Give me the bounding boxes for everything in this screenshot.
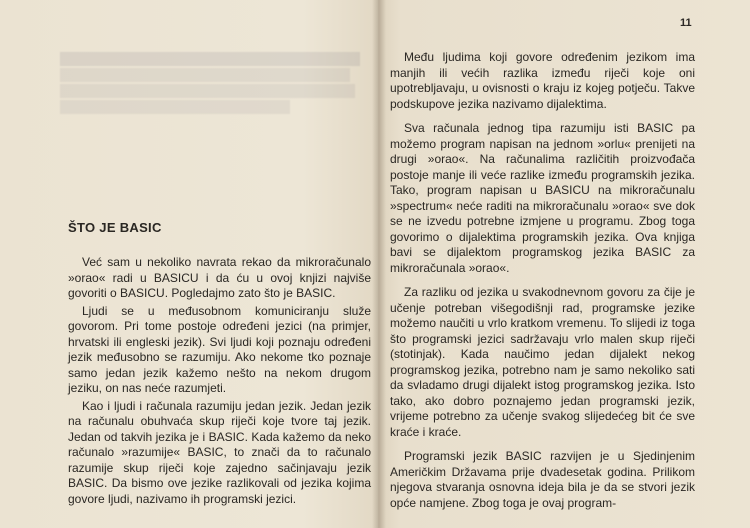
show-through-texture bbox=[60, 52, 360, 114]
right-column bbox=[390, 50, 695, 520]
paragraph: Programski jezik BASIC razvijen je u Sjedinjenim Američkim Državama prije dvadesetak godina. Prilikom njegova stvaranja osnovna ideja bila je da se stvori jezik opće namjene. Zbog toga je ovaj program- bbox=[390, 449, 695, 510]
book-gutter bbox=[372, 0, 386, 528]
paragraph: Među ljudima koji govore određenim jezikom ima manjih ili većih razlika između riječi koje oni upotrebljavaju, u ovisnosti o kraju iz kojeg potječu. Takve podskupove jezika nazivamo dijalektima. bbox=[390, 50, 695, 111]
paragraph: Kao i ljudi i računala razumiju jedan jezik. Jedan jezik na računalu obuhvaća skup riječi koje tvore taj jezik. Jedan od takvih jezika je i BASIC. Kada kažemo da neko računalo »razumije« BASIC, to znači da to računalo razumije skup riječi koje zajedno sačinjavaju jezik BASIC. Da bismo ove jezike razlikovali od jezika kojima govore ljudi, nazivamo ih programski jezici. bbox=[68, 398, 371, 506]
page-number: 11 bbox=[680, 17, 692, 29]
left-column bbox=[68, 218, 371, 509]
paragraph: Ljudi se u međusobnom komuniciranju služe govorom. Pri tome postoje određeni jezici (na primjer, hrvatski ili engleski jezik). Svi ljudi koji poznaju određeni jezik međusobno se razumiju. Ako nekome tko poznaje samo jedan jezik kažemo nešto na nekom drugom jeziku, on nas neće razumjeti. bbox=[68, 303, 371, 395]
paragraph: Već sam u nekoliko navrata rekao da mikroračunalo »orao« radi u BASICU i da ću u ovoj knjizi najviše govoriti o BASICU. Pogledajmo zato što je BASIC. bbox=[68, 255, 371, 300]
paragraph: Sva računala jednog tipa razumiju isti BASIC pa možemo program napisan na jednom »orlu« prenijeti na drugi »orao«. Na računalima različitih proizvođača postoje manje ili veće razlike između programskih jezika. Tako, program napisan u BASICU na mikroračunalu »spectrum« neće raditi na mikroračunalu »orao« sve dok se ne izvedu potrebne izmjene u programu. Zbog toga govorimo o dijalektima programskih jezika. Ova knjiga bavi se dijalektom programskog jezika BASIC za mikroračunala »orao«. bbox=[390, 121, 695, 275]
paragraph: Za razliku od jezika u svakodnevnom govoru za čije je učenje potreban višegodišnji rad, programske jezike možemo naučiti u vrlo kratkom vremenu. To slijedi iz toga što programski jezici sadržavaju vrlo malen skup riječi (stotinjak). Kada naučimo jedan dijalekt nekog programskog jezika, potrebno nam je samo nekoliko sati da svladamo drugi dijalekt istog programskog jezika. Isto tako, ako dobro poznajemo jedan programski jezik, vrijeme potrebno za učenje svakog slijedećeg bit će sve kraće i kraće. bbox=[390, 285, 695, 439]
section-heading: ŠTO JE BASIC bbox=[68, 220, 162, 235]
